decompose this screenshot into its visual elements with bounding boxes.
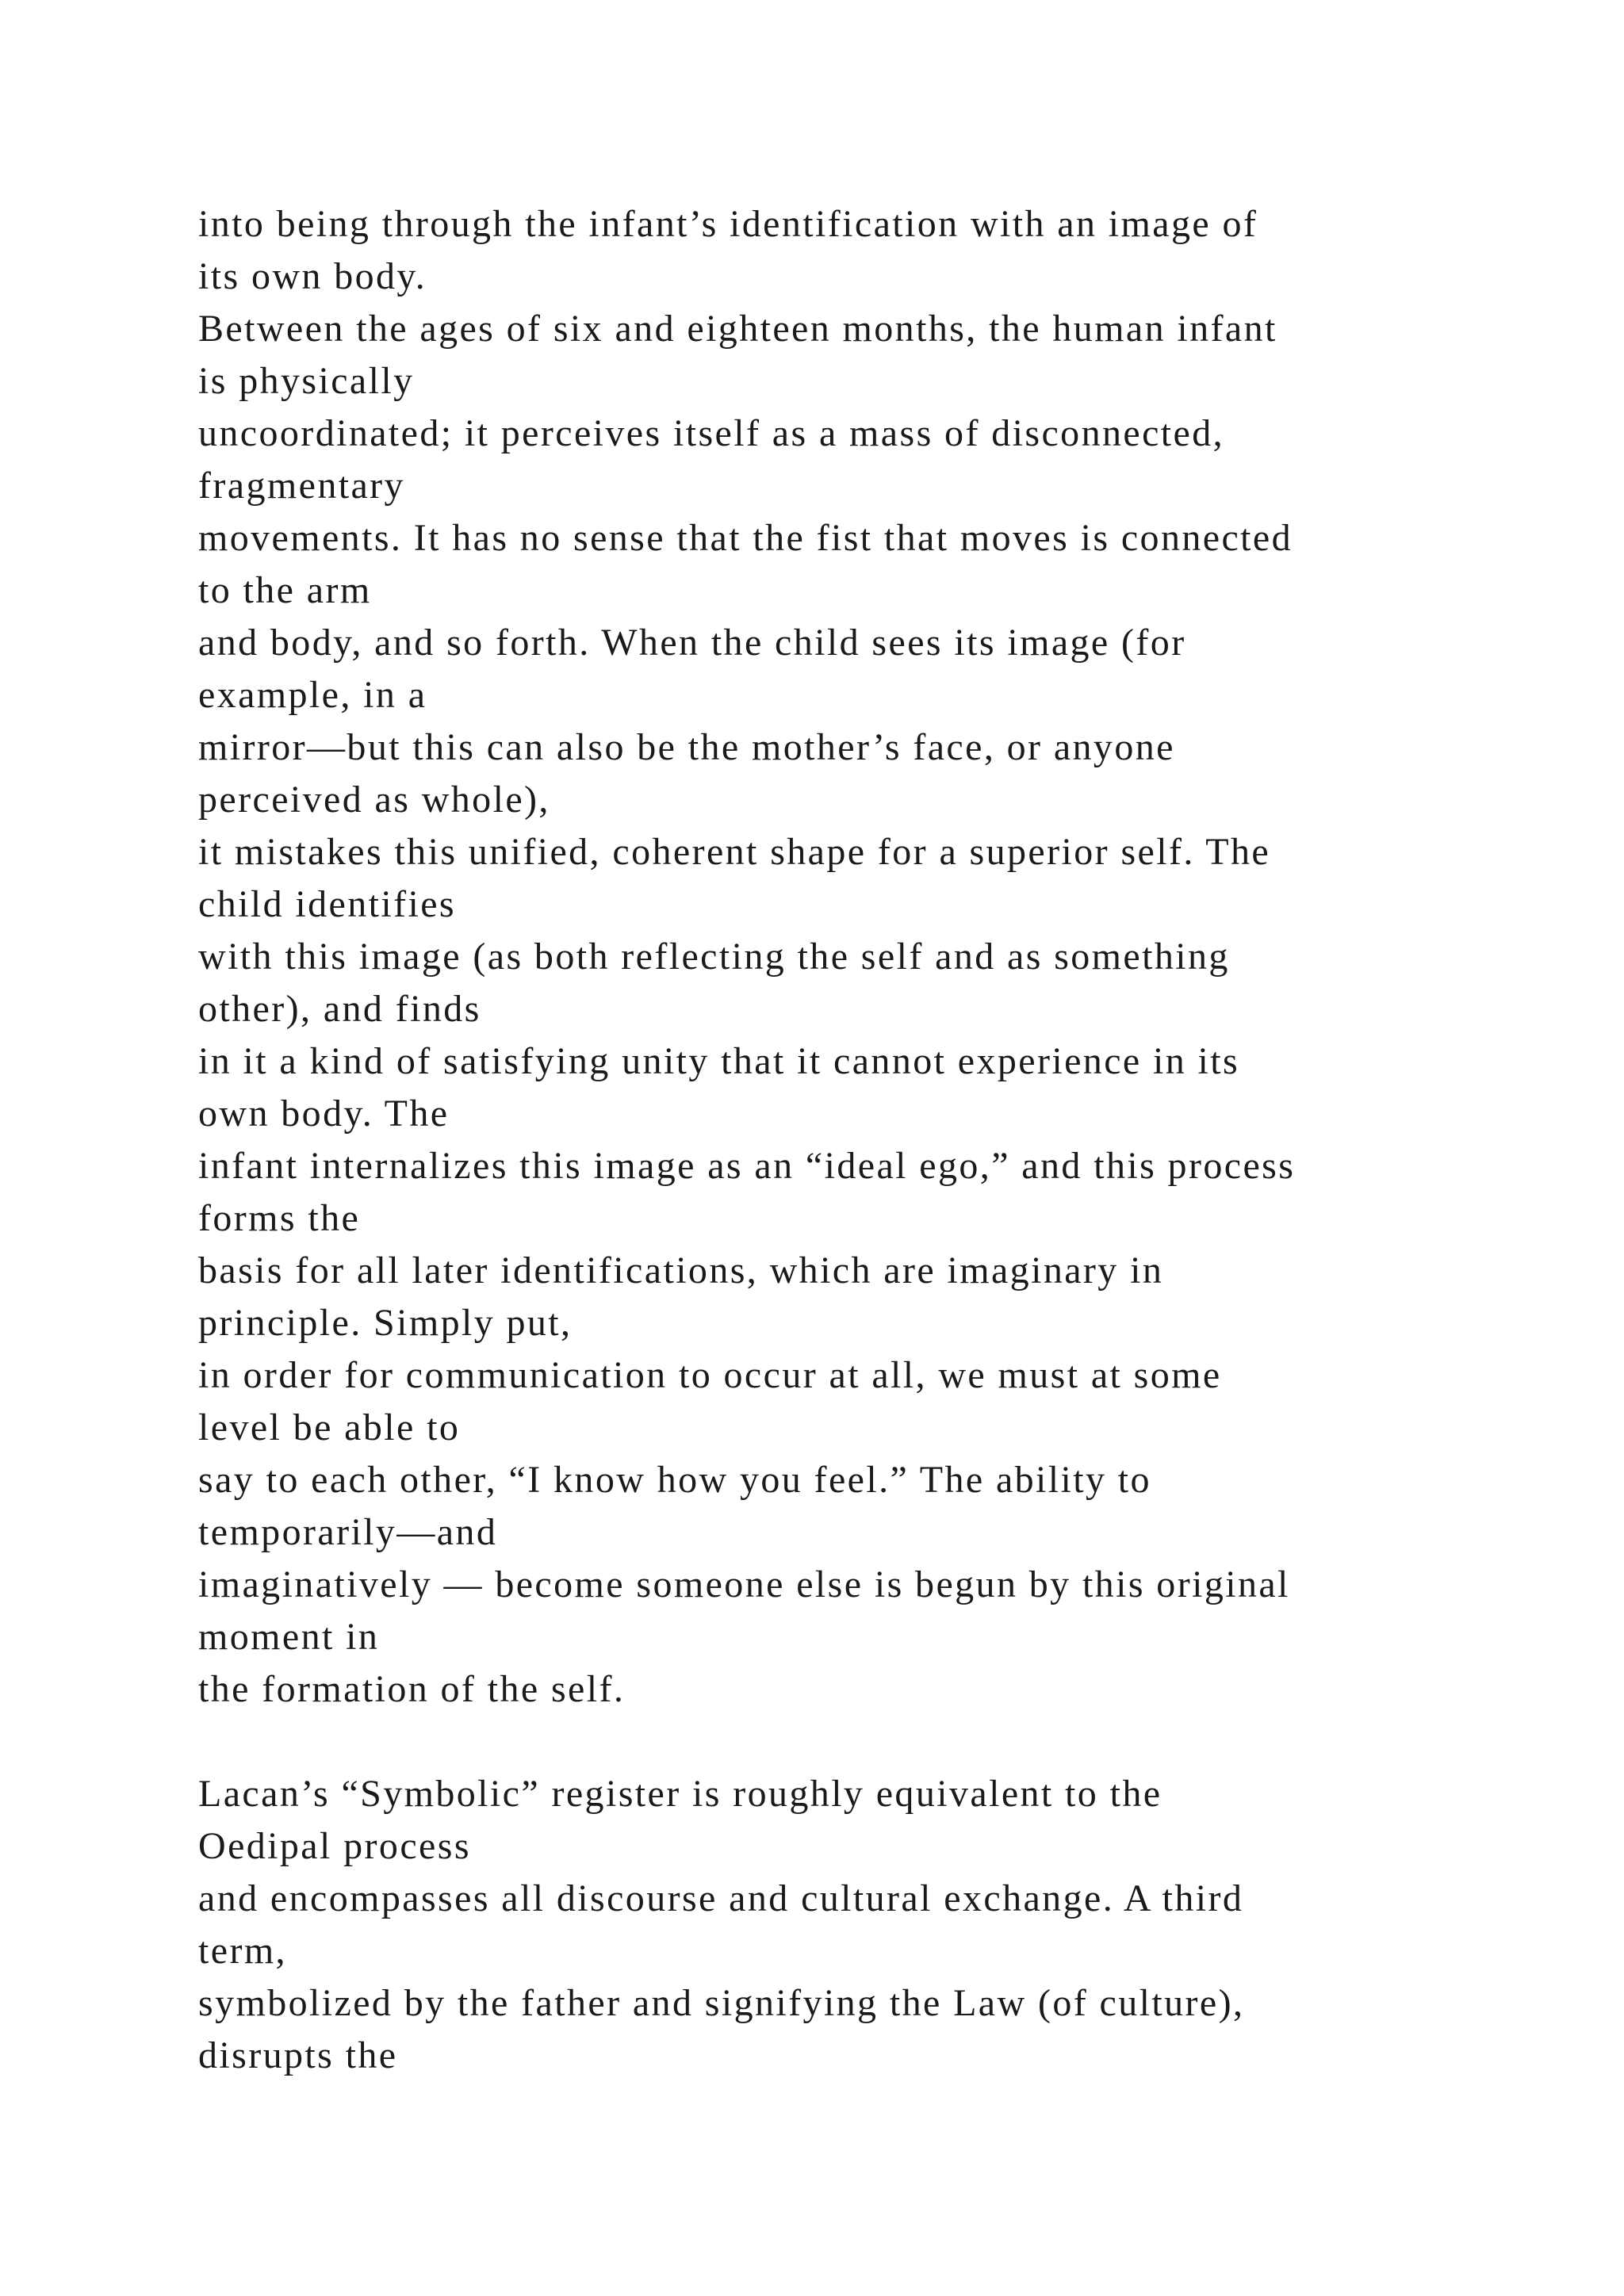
text-line: with this image (as both reflecting the self and as something <box>198 936 1230 978</box>
text-line: say to each other, “I know how you feel.” The ability to <box>198 1459 1151 1501</box>
text-line: child identifies <box>198 883 456 925</box>
text-line: term, <box>198 1930 287 1972</box>
text-line: example, in a <box>198 674 427 716</box>
text-line: the formation of the self. <box>198 1668 626 1710</box>
text-line: perceived as whole), <box>198 779 550 821</box>
text-line: is physically <box>198 360 415 402</box>
text-line: own body. The <box>198 1093 450 1135</box>
text-line: basis for all later identifications, which are imaginary in <box>198 1249 1164 1292</box>
paragraph-2 <box>198 1768 1546 2082</box>
paragraph-gap <box>198 1716 1546 1768</box>
body-text <box>198 198 1546 2082</box>
paragraph-1 <box>198 198 1546 1716</box>
text-line: it mistakes this unified, coherent shape for a superior self. The <box>198 831 1271 873</box>
text-line: movements. It has no sense that the fist that moves is connected <box>198 517 1293 559</box>
text-line: in order for communication to occur at all, we must at some <box>198 1354 1222 1396</box>
text-line: level be able to <box>198 1406 461 1448</box>
text-line: to the arm <box>198 569 372 611</box>
text-line: moment in <box>198 1616 380 1658</box>
text-line: Lacan’s “Symbolic” register is roughly equivalent to the <box>198 1773 1162 1815</box>
text-line: temporarily—and <box>198 1511 498 1553</box>
text-line: infant internalizes this image as an “ideal ego,” and this process <box>198 1145 1296 1187</box>
text-line: Oedipal process <box>198 1825 471 1867</box>
text-line: fragmentary <box>198 465 405 507</box>
text-line: imaginatively — become someone else is begun by this original <box>198 1563 1290 1605</box>
text-line: other), and finds <box>198 988 481 1030</box>
text-line: in it a kind of satisfying unity that it cannot experience in its <box>198 1040 1240 1082</box>
text-line: symbolized by the father and signifying the Law (of culture), <box>198 1982 1245 2024</box>
text-line: and encompasses all discourse and cultural exchange. A third <box>198 1877 1244 1919</box>
text-line: uncoordinated; it perceives itself as a mass of disconnected, <box>198 412 1225 454</box>
text-line: mirror—but this can also be the mother’s face, or anyone <box>198 726 1175 768</box>
text-line: forms the <box>198 1197 361 1239</box>
text-line: principle. Simply put, <box>198 1302 573 1344</box>
text-line: its own body. <box>198 255 427 297</box>
text-line: disrupts the <box>198 2034 398 2076</box>
text-line: and body, and so forth. When the child sees its image (for <box>198 622 1186 664</box>
text-line: into being through the infant’s identification with an image of <box>198 203 1258 245</box>
text-line: Between the ages of six and eighteen months, the human infant <box>198 308 1277 350</box>
